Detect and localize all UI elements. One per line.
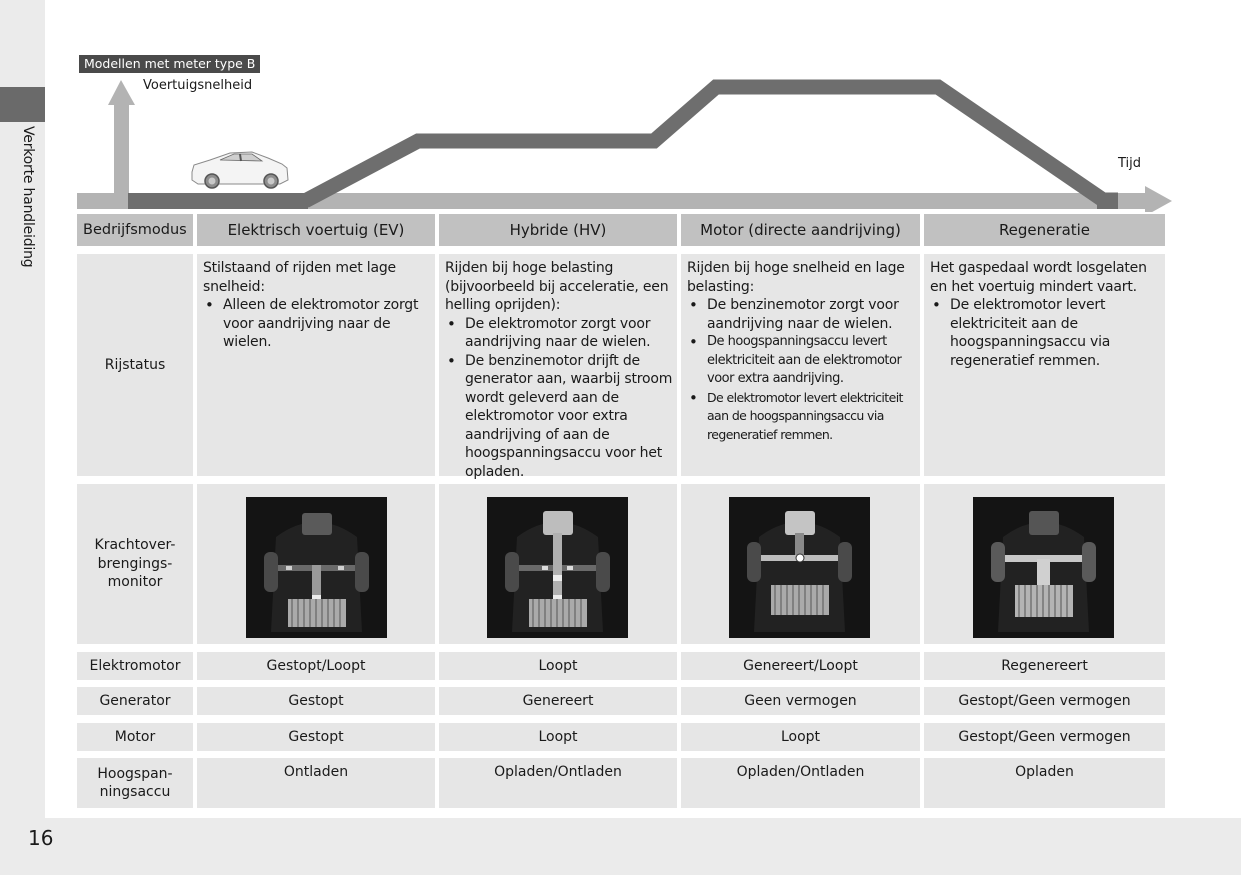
car-icon <box>192 152 288 188</box>
status-cell-hv <box>439 254 677 480</box>
header-cell-ev: Elektrisch voertuig (EV) <box>197 214 435 246</box>
value-cell: Opladen/Ontladen <box>439 758 677 808</box>
status-intro: Rijden bij hoge snelheid en lage belasting: <box>687 260 905 295</box>
power-flow-regen-image <box>973 497 1114 638</box>
value-cell: Opladen/Ontladen <box>681 758 920 808</box>
label-line: ningsaccu <box>99 784 171 800</box>
value-cell: Ontladen <box>197 758 435 808</box>
value-cell: Loopt <box>439 652 677 680</box>
status-bullet: • De elektromotor levert elektriciteit aan de hoogspanningsaccu via regeneratief remmen. <box>687 389 916 445</box>
status-bullet: • De hoogspanningsaccu levert elektriciteit aan de elektromotor voor extra aandrijving. <box>687 333 916 389</box>
power-flow-ev-image <box>246 497 387 638</box>
status-intro: Stilstaand of rijden met lage snelheid: <box>203 260 396 295</box>
value-cell: Genereert/Loopt <box>681 652 920 680</box>
power-flow-engine-image <box>729 497 870 638</box>
row-label-motor: Motor <box>77 723 193 751</box>
status-bullet: • De benzinemotor drijft de generator aan, waarbij stroom wordt geleverd aan de elektromotor voor extra aandrijving of aan de hoogspanningsaccu voor het opladen. <box>445 352 673 482</box>
sidebar-section-label: Verkorte handleiding <box>20 126 36 268</box>
row-label-hoogspanningsaccu <box>77 758 193 808</box>
value-cell: Gestopt <box>197 687 435 715</box>
row-label-monitor <box>77 484 193 644</box>
row-label-generator: Generator <box>77 687 193 715</box>
status-cell-ev <box>197 254 435 476</box>
row-label-rijstatus: Rijstatus <box>77 254 193 476</box>
value-cell: Gestopt/Geen vermogen <box>924 723 1165 751</box>
y-axis-label: Voertuigsnelheid <box>143 78 253 93</box>
status-bullet: • De elektromotor levert elektriciteit aan de hoogspanningsaccu via regeneratief remmen. <box>930 296 1161 370</box>
power-flow-hv-image <box>487 497 628 638</box>
status-intro: Rijden bij hoge belasting (bijvoorbeeld bij acceleratie, een helling oprijden): <box>445 260 669 313</box>
status-bullet: • Alleen de elektromotor zorgt voor aandrijving naar de wielen. <box>203 296 431 352</box>
status-bullet: • De benzinemotor zorgt voor aandrijving naar de wielen. <box>687 296 916 333</box>
value-cell: Loopt <box>439 723 677 751</box>
speed-chart <box>0 0 1241 212</box>
x-axis-label: Tijd <box>1118 156 1142 171</box>
value-cell: Regenereert <box>924 652 1165 680</box>
label-line: Krachtover- <box>94 537 176 554</box>
label-line: brengings- <box>97 555 173 572</box>
header-cell-hv: Hybride (HV) <box>439 214 677 246</box>
models-badge: Modellen met meter type B <box>79 55 260 73</box>
value-cell: Gestopt <box>197 723 435 751</box>
row-label-elektromotor: Elektromotor <box>77 652 193 680</box>
value-cell: Genereert <box>439 687 677 715</box>
value-cell: Geen vermogen <box>681 687 920 715</box>
header-cell-regen: Regeneratie <box>924 214 1165 246</box>
status-cell-regen <box>924 254 1165 476</box>
speed-line <box>128 87 1118 209</box>
value-cell: Gestopt/Geen vermogen <box>924 687 1165 715</box>
status-cell-engine <box>681 254 920 476</box>
status-bullet: • De elektromotor zorgt voor aandrijving naar de wielen. <box>445 315 673 352</box>
value-cell: Loopt <box>681 723 920 751</box>
header-cell-mode: Bedrijfsmodus <box>77 214 193 246</box>
label-line: Hoogspan- <box>97 765 173 782</box>
status-intro: Het gaspedaal wordt losgelaten en het voertuig mindert vaart. <box>930 260 1147 295</box>
page-number: 16 <box>28 826 54 850</box>
value-cell: Opladen <box>924 758 1165 808</box>
value-cell: Gestopt/Loopt <box>197 652 435 680</box>
speed-diagram <box>0 0 1241 212</box>
label-line: monitor <box>107 574 163 591</box>
y-axis-arrow-icon <box>108 80 135 194</box>
header-cell-engine: Motor (directe aandrijving) <box>681 214 920 246</box>
